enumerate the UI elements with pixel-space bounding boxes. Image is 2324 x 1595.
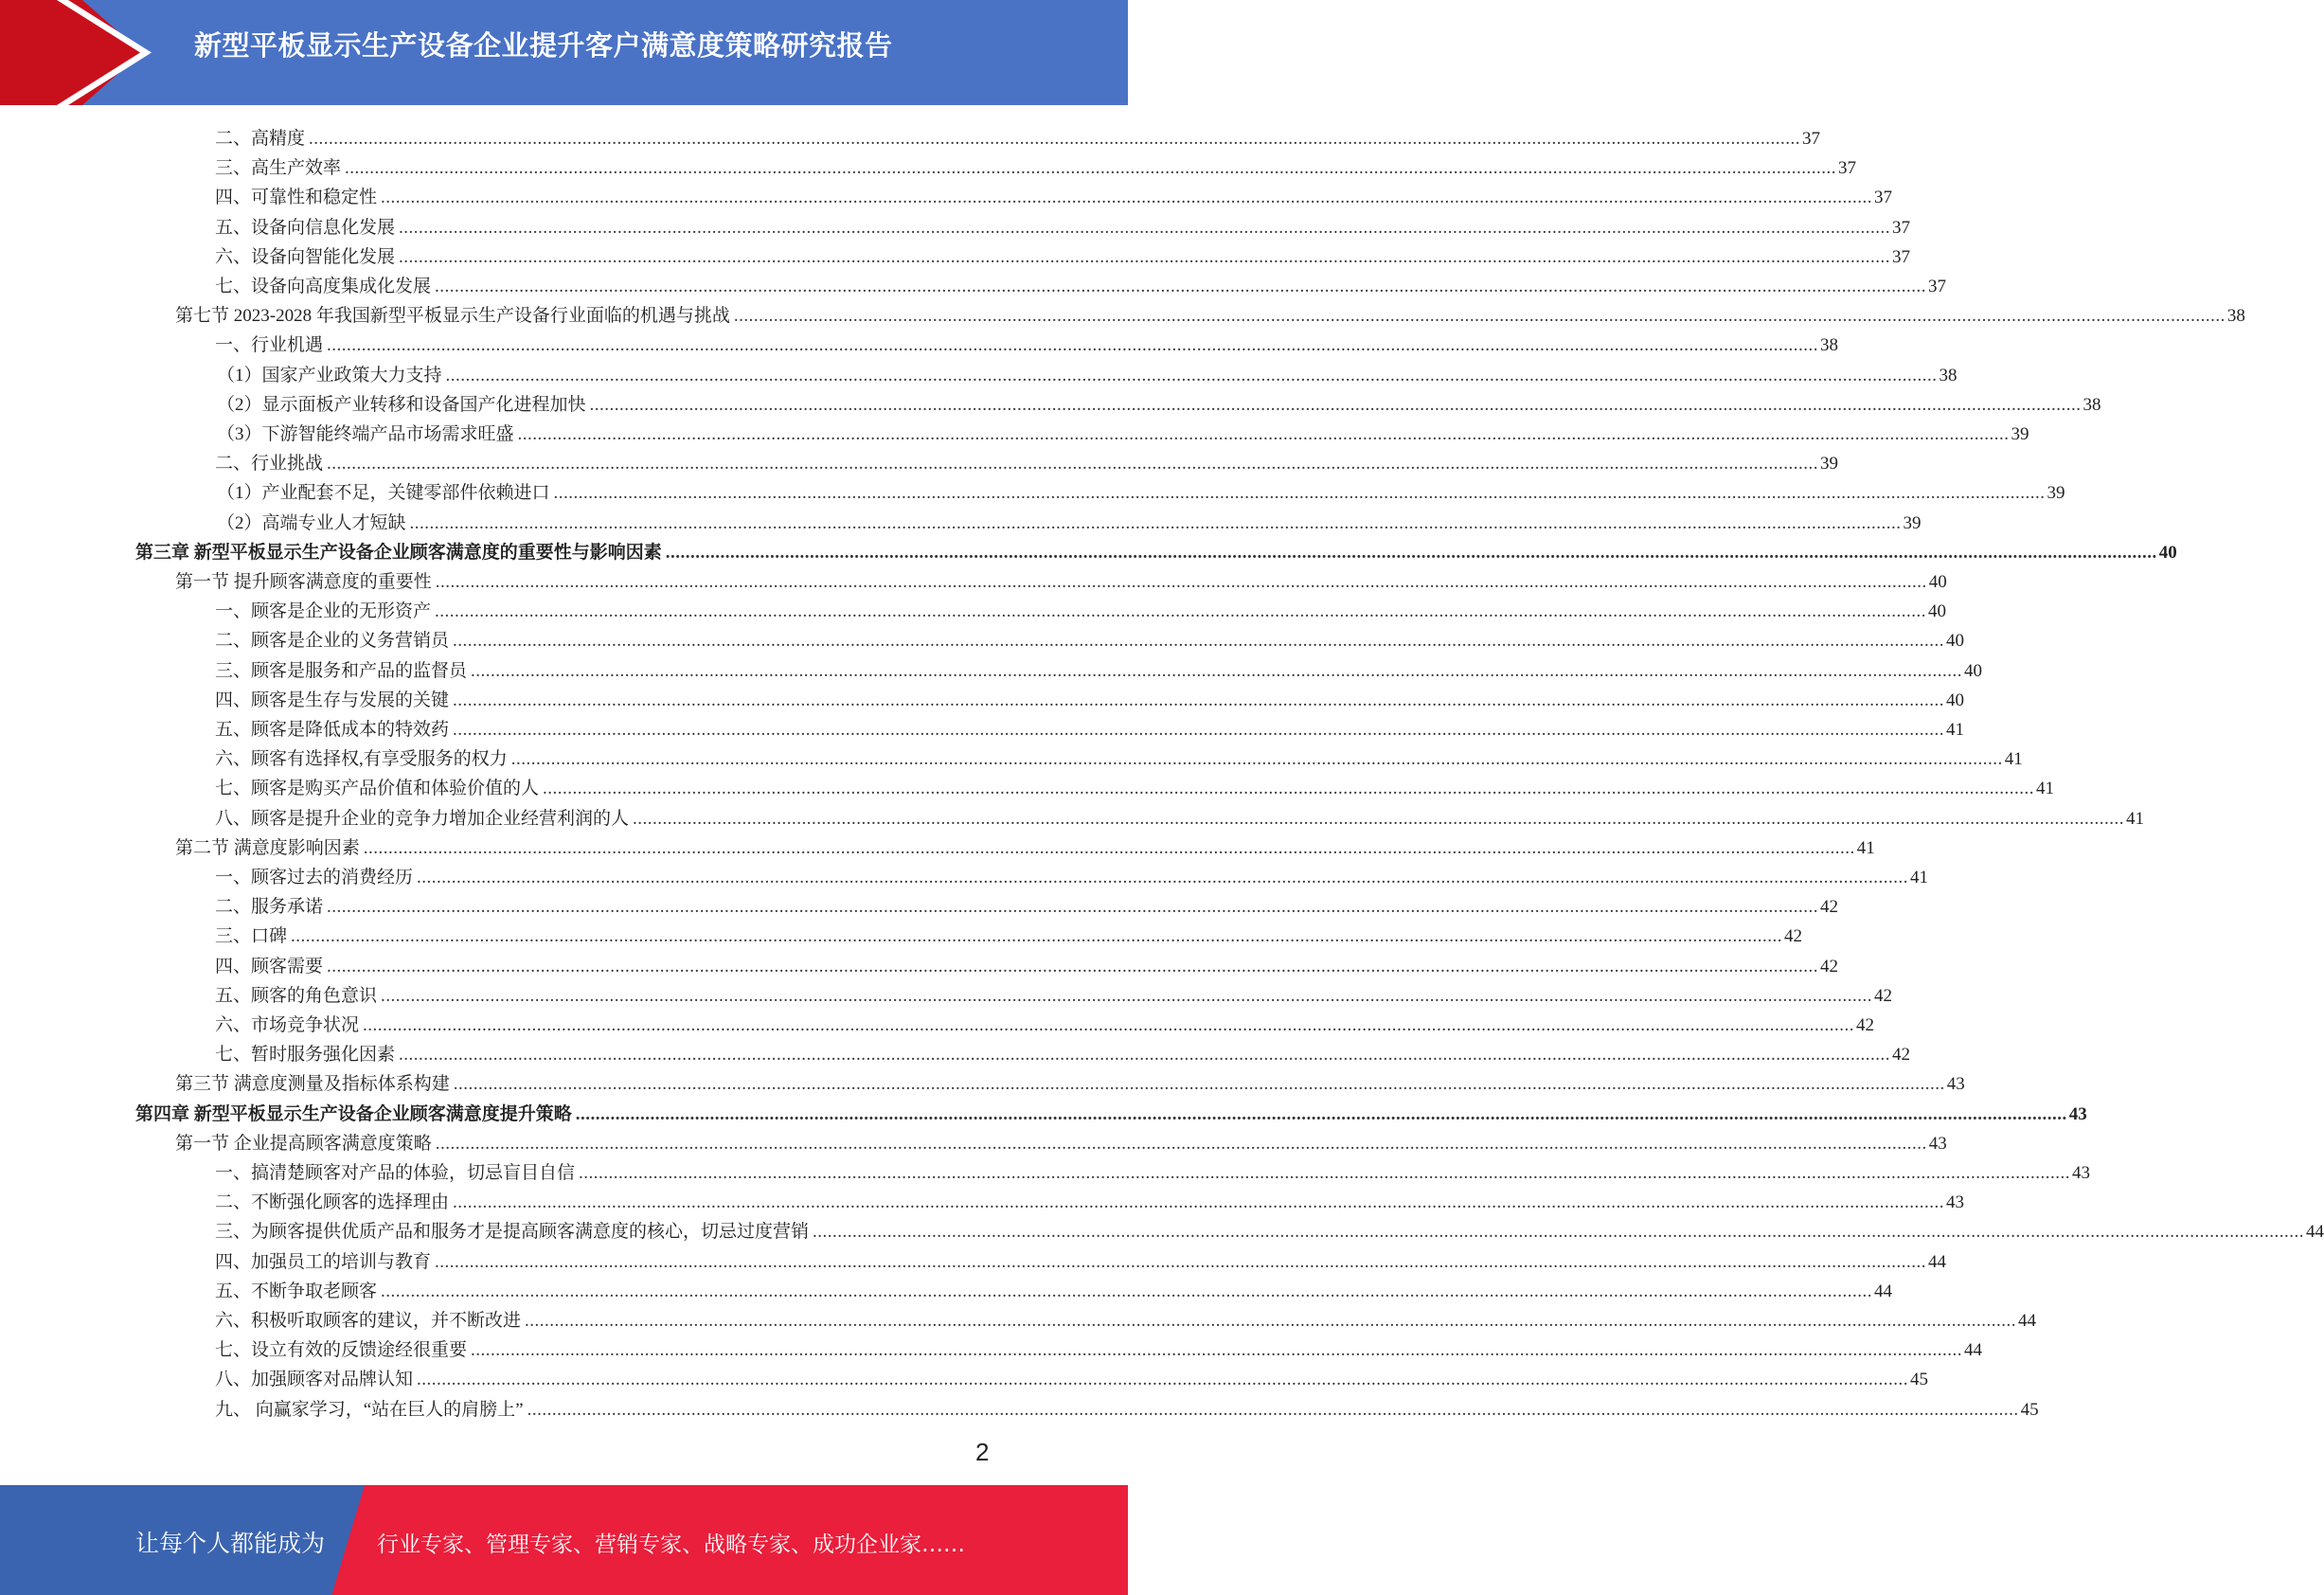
toc-leader-dots: ............................................................................................................................................................................................................................................................................................................ — [417, 1370, 1909, 1389]
toc-leader-dots: ............................................................................................................................................................................................................................................................................................................ — [579, 1163, 2071, 1183]
toc-entry-label: （2）高端专业人才短缺 — [217, 513, 406, 533]
toc-leader-dots: ............................................................................................................................................................................................................................................................................................................ — [435, 1134, 1927, 1154]
toc-leader-dots: ............................................................................................................................................................................................................................................................................................................ — [381, 986, 1873, 1006]
toc-entry-label: 第一节 企业提高顾客满意度策略 — [175, 1134, 432, 1154]
toc-leader-dots: ............................................................................................................................................................................................................................................................................................................ — [589, 395, 2082, 415]
toc-leader-dots: ............................................................................................................................................................................................................................................................................................................ — [665, 543, 2157, 563]
toc-entry-page: 44 — [1874, 1281, 1893, 1301]
toc-entry-page: 39 — [1903, 513, 1922, 533]
toc-entry-page: 42 — [1856, 1015, 1875, 1035]
toc-entry-page: 42 — [1820, 957, 1839, 977]
toc-entry-label: 四、顾客需要 — [215, 957, 324, 977]
toc-entry-label: （1）产业配套不足，关键零部件依赖进口 — [217, 483, 550, 503]
toc-entry[interactable] — [215, 978, 1893, 1008]
toc-leader-dots: ............................................................................................................................................................................................................................................................................................................ — [445, 366, 1938, 385]
toc-entry-label: 五、不断争取老顾客 — [215, 1281, 378, 1301]
toc-entry-label: 三、为顾客提供优质产品和服务才是提高顾客满意度的核心，切忌过度营销 — [215, 1222, 810, 1242]
toc-entry-label: 四、顾客是生存与发展的关键 — [215, 690, 450, 710]
toc-entry-label: 第一节 提升顾客满意度的重要性 — [175, 572, 432, 592]
toc-entry-page: 39 — [2047, 483, 2065, 503]
toc-leader-dots: ............................................................................................................................................................................................................................................................................................................ — [399, 1045, 1891, 1065]
toc-entry-label: 三、高生产效率 — [215, 158, 342, 178]
toc-entry-label: 第三节 满意度测量及指标体系构建 — [175, 1074, 450, 1094]
toc-entry[interactable] — [215, 919, 1803, 948]
toc-leader-dots: ............................................................................................................................................................................................................................................................................................................ — [435, 277, 1927, 296]
toc-leader-dots: ............................................................................................................................................................................................................................................................................................................ — [813, 1222, 2305, 1242]
toc-entry-label: 七、设立有效的反馈途经很重要 — [215, 1340, 468, 1360]
toc-entry-label: （3）下游智能终端产品市场需求旺盛 — [217, 424, 514, 444]
toc-entry-page: 42 — [1784, 926, 1803, 946]
toc-entry-label: 第七节 2023-2028 年我国新型平板显示生产设备行业面临的机遇与挑战 — [175, 306, 730, 326]
toc-leader-dots: ............................................................................................................................................................................................................................................................................................................ — [399, 218, 1891, 238]
toc-entry-label: 六、积极听取顾客的建议，并不断改进 — [215, 1311, 522, 1331]
toc-leader-dots: ............................................................................................................................................................................................................................................................................................................ — [510, 749, 2003, 769]
toc-entry[interactable] — [215, 328, 1839, 357]
toc-entry[interactable] — [215, 1245, 1947, 1274]
toc-entry-label: 六、设备向智能化发展 — [215, 247, 396, 267]
toc-entry-label: 九、 向赢家学习，“站在巨人的肩膀上” — [215, 1400, 524, 1420]
toc-entry-label: （2）显示面板产业转移和设备国产化进程加快 — [217, 395, 586, 415]
toc-entry-page: 43 — [1946, 1074, 1965, 1094]
toc-entry-page: 37 — [1874, 188, 1893, 207]
toc-leader-dots: ............................................................................................................................................................................................................................................................................................................ — [471, 661, 1963, 681]
toc-entry[interactable] — [175, 565, 1947, 594]
toc-entry[interactable] — [215, 1037, 1911, 1066]
toc-entry[interactable] — [215, 180, 1893, 209]
toc-entry-page: 42 — [1820, 897, 1839, 917]
footer-slogan-right: 行业专家、管理专家、营销专家、战略专家、成功企业家…… — [377, 1532, 965, 1557]
toc-entry-page: 44 — [2018, 1311, 2037, 1331]
toc-entry[interactable] — [215, 683, 1965, 712]
toc-entry[interactable] — [215, 712, 1965, 742]
toc-entry-page: 42 — [1892, 1045, 1911, 1065]
toc-entry-page: 40 — [1928, 572, 1947, 592]
toc-leader-dots: ............................................................................................................................................................................................................................................................................................................ — [327, 454, 1819, 474]
toc-entry-label: 五、顾客的角色意识 — [215, 986, 378, 1006]
toc-entry-page: 41 — [1910, 868, 1929, 887]
footer-slogan-left: 让每个人都能成为 — [135, 1530, 326, 1557]
toc-entry-page: 37 — [1892, 218, 1911, 238]
toc-leader-dots: ............................................................................................................................................................................................................................................................................................................ — [417, 868, 1909, 887]
toc-entry[interactable] — [215, 860, 1929, 889]
toc-entry[interactable] — [215, 1303, 2037, 1333]
toc-leader-dots: ............................................................................................................................................................................................................................................................................................................ — [543, 779, 2035, 798]
toc-entry-page: 43 — [1928, 1134, 1947, 1154]
toc-entry-page: 39 — [1820, 454, 1839, 474]
toc-entry-label: 五、顾客是降低成本的特效药 — [215, 720, 450, 740]
toc-leader-dots: ............................................................................................................................................................................................................................................................................................................ — [363, 1015, 1855, 1035]
header-red-arrow — [0, 0, 142, 105]
toc-leader-dots: ............................................................................................................................................................................................................................................................................................................ — [435, 1252, 1927, 1272]
toc-entry-label: 七、暂时服务强化因素 — [215, 1045, 396, 1065]
toc-entry[interactable] — [217, 417, 2029, 446]
toc-leader-dots: ............................................................................................................................................................................................................................................................................................................ — [345, 158, 1837, 178]
toc-entry[interactable] — [217, 358, 1958, 387]
toc-leader-dots: ............................................................................................................................................................................................................................................................................................................ — [327, 335, 1819, 355]
toc-entry-label: 一、行业机遇 — [215, 335, 324, 355]
toc-entry[interactable] — [215, 446, 1839, 475]
toc-entry-label: 二、高精度 — [215, 129, 306, 149]
toc-entry-page: 45 — [1910, 1370, 1929, 1389]
toc-entry-page: 44 — [1928, 1252, 1947, 1272]
toc-entry[interactable] — [175, 298, 2245, 328]
page-header — [0, 0, 1128, 105]
toc-entry-page: 44 — [1964, 1340, 1983, 1360]
toc-entry-label: 三、口碑 — [215, 926, 288, 946]
toc-entry-page: 43 — [2072, 1163, 2091, 1183]
toc-entry[interactable] — [215, 1274, 1893, 1303]
report-title: 新型平板显示生产设备企业提升客户满意度策略研究报告 — [194, 29, 893, 62]
toc-leader-dots: ............................................................................................................................................................................................................................................................................................................ — [381, 188, 1873, 207]
toc-entry[interactable] — [175, 1066, 1965, 1096]
toc-entry-page: 39 — [2011, 424, 2029, 444]
toc-entry[interactable] — [215, 594, 1947, 623]
toc-entry[interactable] — [215, 240, 1911, 269]
toc-leader-dots: ............................................................................................................................................................................................................................................................................................................ — [471, 1340, 1963, 1360]
page-number: 2 — [975, 1438, 990, 1466]
toc-entry-label: 七、设备向高度集成化发展 — [215, 277, 432, 296]
toc-entry-page: 37 — [1892, 247, 1911, 267]
toc-leader-dots: ............................................................................................................................................................................................................................................................................................................ — [399, 247, 1891, 267]
toc-entry-label: 第二节 满意度影响因素 — [175, 838, 360, 858]
toc-entry[interactable] — [215, 1008, 1875, 1037]
toc-entry-label: 第三章 新型平板显示生产设备企业顾客满意度的重要性与影响因素 — [135, 543, 662, 563]
toc-entry-page: 42 — [1874, 986, 1893, 1006]
toc-entry[interactable] — [217, 475, 2065, 505]
toc-entry-page: 37 — [1802, 129, 1821, 149]
toc-leader-dots: ............................................................................................................................................................................................................................................................................................................ — [553, 483, 2046, 503]
toc-entry-page: 38 — [2226, 306, 2245, 326]
toc-leader-dots: ............................................................................................................................................................................................................................................................................................................ — [733, 306, 2226, 326]
toc-entry[interactable] — [215, 1392, 2039, 1422]
toc-entry[interactable] — [215, 1362, 1929, 1391]
toc-entry-page: 37 — [1838, 158, 1857, 178]
toc-leader-dots: ............................................................................................................................................................................................................................................................................................................ — [453, 1192, 1945, 1212]
toc-entry[interactable] — [215, 949, 1839, 978]
toc-entry-page: 44 — [2306, 1222, 2324, 1242]
toc-leader-dots: ............................................................................................................................................................................................................................................................................................................ — [453, 1074, 1945, 1094]
toc-leader-dots: ............................................................................................................................................................................................................................................................................................................ — [527, 1400, 2019, 1420]
toc-entry-page: 45 — [2020, 1400, 2039, 1420]
toc-leader-dots: ............................................................................................................................................................................................................................................................................................................ — [435, 572, 1927, 592]
toc-entry-label: 六、市场竞争状况 — [215, 1015, 360, 1035]
toc-entry-page: 43 — [2068, 1104, 2087, 1124]
toc-entry-label: 二、顾客是企业的义务营销员 — [215, 631, 450, 651]
toc-leader-dots: ............................................................................................................................................................................................................................................................................................................ — [327, 957, 1819, 977]
toc-entry-label: 二、行业挑战 — [215, 454, 324, 474]
toc-entry-label: 三、顾客是服务和产品的监督员 — [215, 661, 468, 681]
toc-entry[interactable] — [215, 1185, 1965, 1214]
toc-entry-page: 40 — [1946, 690, 1965, 710]
toc-entry[interactable] — [215, 801, 2145, 831]
toc-leader-dots: ............................................................................................................................................................................................................................................................................................................ — [381, 1281, 1873, 1301]
toc-entry[interactable] — [175, 1126, 1947, 1156]
toc-entry-label: 八、顾客是提升企业的竞争力增加企业经营利润的人 — [215, 809, 630, 829]
page-footer — [0, 1485, 1128, 1595]
toc-entry[interactable] — [217, 506, 1922, 535]
toc-entry-page: 40 — [1964, 661, 1983, 681]
toc-entry-page: 41 — [1946, 720, 1965, 740]
toc-entry[interactable] — [215, 623, 1965, 653]
toc-entry[interactable] — [135, 535, 2177, 565]
toc-entry[interactable] — [215, 1333, 1983, 1362]
toc-leader-dots: ............................................................................................................................................................................................................................................................................................................ — [575, 1104, 2067, 1124]
toc-entry[interactable] — [135, 1097, 2087, 1126]
toc-entry[interactable] — [215, 269, 1947, 298]
toc-leader-dots: ............................................................................................................................................................................................................................................................................................................ — [525, 1311, 2017, 1331]
toc-entry-label: 二、服务承诺 — [215, 897, 324, 917]
toc-entry-page: 38 — [1939, 366, 1958, 385]
toc-leader-dots: ............................................................................................................................................................................................................................................................................................................ — [309, 129, 1801, 149]
toc-entry[interactable] — [215, 1214, 2324, 1244]
toc-entry[interactable] — [215, 1156, 2091, 1185]
toc-entry-page: 40 — [2158, 543, 2177, 563]
toc-entry-page: 38 — [1820, 335, 1839, 355]
toc-entry[interactable] — [215, 654, 1983, 683]
toc-entry[interactable] — [215, 742, 2023, 771]
toc-entry-label: 四、加强员工的培训与教育 — [215, 1252, 432, 1272]
toc-entry-label: 六、顾客有选择权,有享受服务的权力 — [215, 749, 508, 769]
toc-entry-page: 41 — [2126, 809, 2145, 829]
toc-entry-page: 40 — [1946, 631, 1965, 651]
toc-entry-label: 一、搞清楚顾客对产品的体验，切忌盲目自信 — [215, 1163, 576, 1183]
toc-entry-label: 二、不断强化顾客的选择理由 — [215, 1192, 450, 1212]
toc-entry-page: 41 — [1856, 838, 1875, 858]
toc-leader-dots: ............................................................................................................................................................................................................................................................................................................ — [409, 513, 1902, 533]
toc-entry-page: 41 — [2036, 779, 2055, 798]
toc-entry-label: 七、顾客是购买产品价值和体验价值的人 — [215, 779, 540, 798]
toc-entry-label: 一、顾客是企业的无形资产 — [215, 601, 432, 621]
toc-leader-dots: ............................................................................................................................................................................................................................................................................................................ — [453, 690, 1945, 710]
toc-leader-dots: ............................................................................................................................................................................................................................................................................................................ — [633, 809, 2125, 829]
toc-entry-label: 第四章 新型平板显示生产设备企业顾客满意度提升策略 — [135, 1104, 572, 1124]
toc-leader-dots: ............................................................................................................................................................................................................................................................................................................ — [517, 424, 2010, 444]
toc-entry[interactable] — [215, 771, 2055, 800]
toc-entry[interactable] — [215, 210, 1911, 240]
toc-entry-page: 38 — [2083, 395, 2101, 415]
toc-entry-label: 五、设备向信息化发展 — [215, 218, 396, 238]
toc-leader-dots: ............................................................................................................................................................................................................................................................................................................ — [363, 838, 1855, 858]
toc-entry-page: 40 — [1928, 601, 1947, 621]
toc-leader-dots: ............................................................................................................................................................................................................................................................................................................ — [327, 897, 1819, 917]
toc-entry[interactable] — [175, 831, 1875, 860]
toc-entry-label: 一、顾客过去的消费经历 — [215, 868, 414, 887]
toc-entry-label: 四、可靠性和稳定性 — [215, 188, 378, 207]
toc-entry-label: （1）国家产业政策大力支持 — [217, 366, 442, 385]
toc-entry-page: 37 — [1928, 277, 1947, 296]
toc-entry[interactable] — [215, 121, 1821, 151]
toc-leader-dots: ............................................................................................................................................................................................................................................................................................................ — [453, 631, 1945, 651]
toc-entry[interactable] — [217, 387, 2101, 417]
toc-entry[interactable] — [215, 889, 1839, 919]
toc-leader-dots: ............................................................................................................................................................................................................................................................................................................ — [435, 601, 1927, 621]
toc-leader-dots: ............................................................................................................................................................................................................................................................................................................ — [453, 720, 1945, 740]
toc-entry-label: 八、加强顾客对品牌认知 — [215, 1370, 414, 1389]
toc-entry-page: 41 — [2004, 749, 2023, 769]
toc-entry-page: 43 — [1946, 1192, 1965, 1212]
toc-leader-dots: ............................................................................................................................................................................................................................................................................................................ — [291, 926, 1783, 946]
toc-entry[interactable] — [215, 151, 1857, 180]
